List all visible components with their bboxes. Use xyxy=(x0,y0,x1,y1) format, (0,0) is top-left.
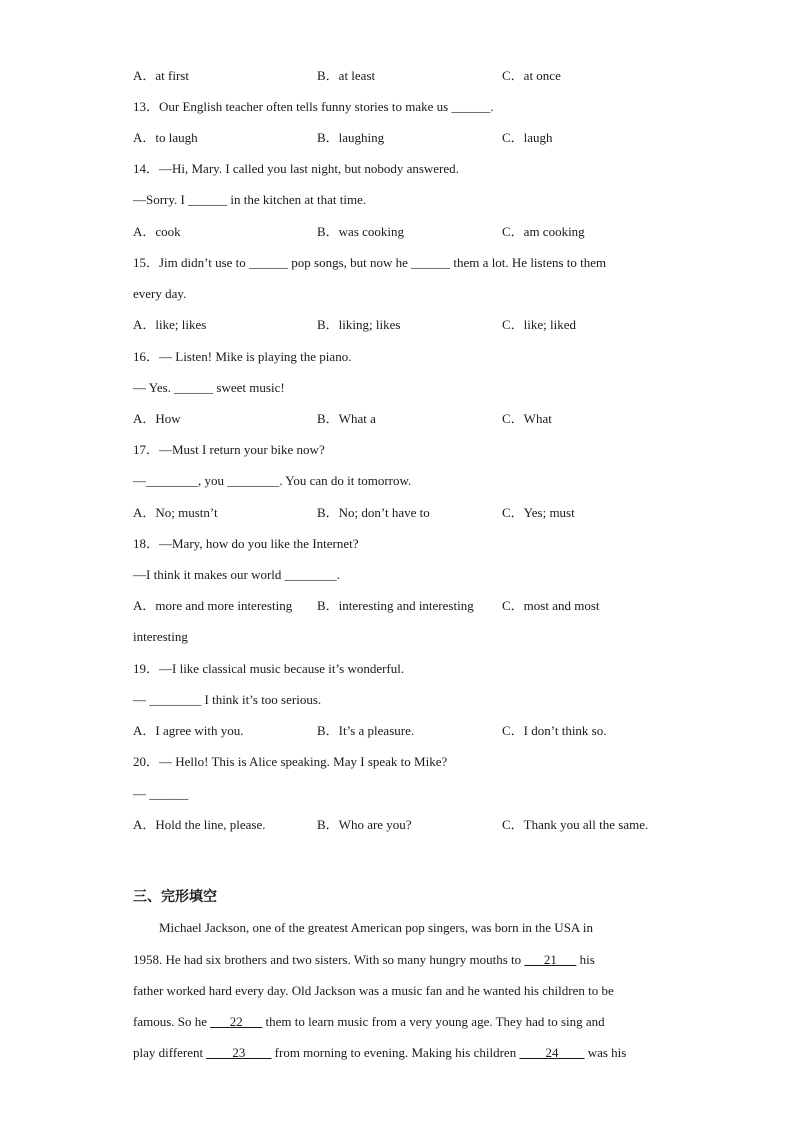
q19-stem: 19．—I like classical music because it’s wonderful. xyxy=(133,661,405,676)
q15-option-a: A．like; likes xyxy=(133,317,207,332)
q18-option-b: B．interesting and interesting xyxy=(317,598,474,613)
q16-option-c: C．What xyxy=(502,411,552,426)
q14-option-a: A．cook xyxy=(133,224,181,239)
passage-text: from morning to evening. Making his children xyxy=(271,1045,520,1060)
q19-stem-2: — ________ I think it’s too serious. xyxy=(133,692,322,707)
q18-option-c: C．most and most xyxy=(502,598,600,613)
q16-option-a: A．How xyxy=(133,411,181,426)
q18-option-a: A．more and more interesting xyxy=(133,598,293,613)
q17-stem-2: —________, you ________. You can do it tomorrow. xyxy=(133,473,412,488)
q15-stem: 15．Jim didn’t use to ______ pop songs, but now he ______ them a lot. He listens to them xyxy=(133,255,607,270)
q20-stem-2: — ______ xyxy=(133,786,189,801)
q19-option-c: C．I don’t think so. xyxy=(502,723,607,738)
passage-text: them to learn music from a very young age. They had to sing and xyxy=(262,1014,605,1029)
blank-23: ____23____ xyxy=(206,1045,272,1060)
q12-option-b: B．at least xyxy=(317,68,376,83)
passage-line-1: Michael Jackson, one of the greatest American pop singers, was born in the USA in xyxy=(159,920,593,935)
q13-option-c: C．laugh xyxy=(502,130,553,145)
q16-stem: 16．— Listen! Mike is playing the piano. xyxy=(133,349,352,364)
q17-option-a: A．No; mustn’t xyxy=(133,505,218,520)
q20-option-b: B．Who are you? xyxy=(317,817,412,832)
blank-21: ___21___ xyxy=(524,952,577,967)
q16-stem-2: — Yes. ______ sweet music! xyxy=(133,380,285,395)
section-title: 三、完形填空 xyxy=(133,889,217,905)
q14-option-b: B．was cooking xyxy=(317,224,405,239)
q14-option-c: C．am cooking xyxy=(502,224,585,239)
q12-option-c: C．at once xyxy=(502,68,561,83)
q19-option-b: B．It’s a pleasure. xyxy=(317,723,415,738)
blank-22: ___22___ xyxy=(210,1014,263,1029)
q18-option-c-continued: interesting xyxy=(133,629,188,644)
blank-24: ____24____ xyxy=(519,1045,585,1060)
q20-option-c: C．Thank you all the same. xyxy=(502,817,649,832)
passage-line-3: father worked hard every day. Old Jackson was a music fan and he wanted his children to be xyxy=(133,983,614,998)
q14-stem: 14．—Hi, Mary. I called you last night, but nobody answered. xyxy=(133,161,459,176)
q18-stem-2: —I think it makes our world ________. xyxy=(133,567,340,582)
q16-option-b: B．What a xyxy=(317,411,376,426)
passage-text: famous. So he xyxy=(133,1014,211,1029)
q17-stem: 17．—Must I return your bike now? xyxy=(133,442,325,457)
passage-line-4 xyxy=(133,1012,605,1032)
q15-option-c: C．like; liked xyxy=(502,317,577,332)
q13-stem: 13．Our English teacher often tells funny stories to make us ______. xyxy=(133,99,494,114)
q12-option-a: A．at first xyxy=(133,68,189,83)
passage-text: was his xyxy=(584,1045,627,1060)
q13-option-a: A．to laugh xyxy=(133,130,198,145)
q20-option-a: A．Hold the line, please. xyxy=(133,817,266,832)
passage-text: 1958. He had six brothers and two sisters. With so many hungry mouths to xyxy=(133,952,525,967)
passage-text: his xyxy=(576,952,595,967)
q13-option-b: B．laughing xyxy=(317,130,385,145)
q17-option-b: B．No; don’t have to xyxy=(317,505,430,520)
q14-stem-2: —Sorry. I ______ in the kitchen at that time. xyxy=(133,192,367,207)
passage-line-2 xyxy=(133,950,595,970)
passage-text: play different xyxy=(133,1045,207,1060)
q15-option-b: B．liking; likes xyxy=(317,317,401,332)
q20-stem: 20．— Hello! This is Alice speaking. May I speak to Mike? xyxy=(133,754,448,769)
q19-option-a: A．I agree with you. xyxy=(133,723,244,738)
q15-stem-2: every day. xyxy=(133,286,187,301)
q17-option-c: C．Yes; must xyxy=(502,505,575,520)
q18-stem: 18．—Mary, how do you like the Internet? xyxy=(133,536,359,551)
passage-line-5 xyxy=(133,1043,626,1063)
